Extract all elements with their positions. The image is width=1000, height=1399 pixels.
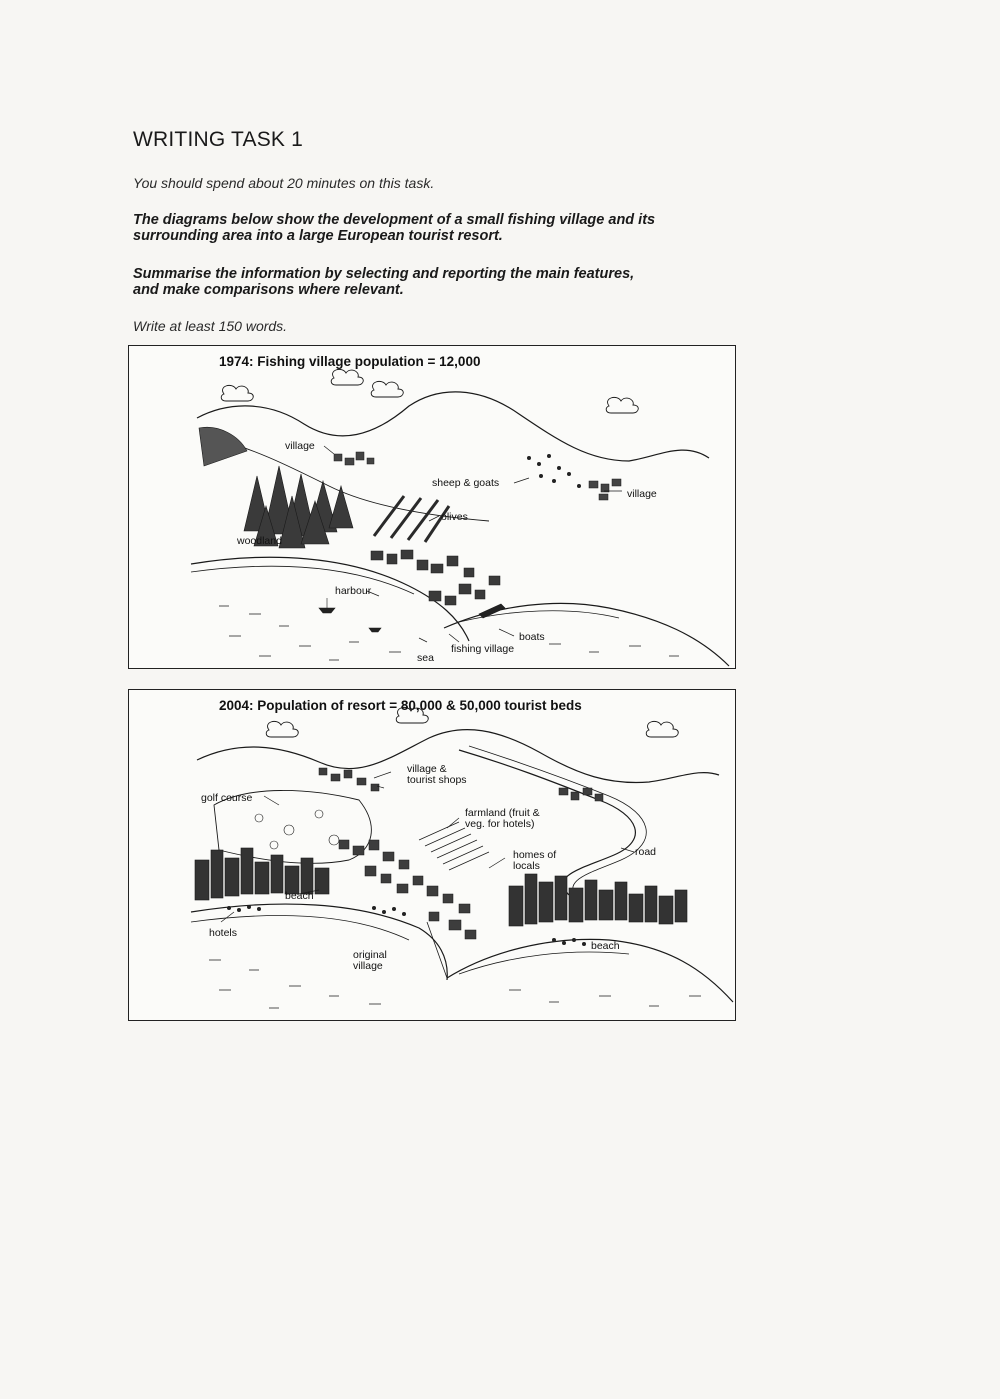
summary-instruction: [133, 266, 753, 298]
label-beach-right: beach: [591, 940, 620, 952]
label-homes-of-locals: [513, 850, 556, 872]
label-village-shops-line-2: tourist shops: [407, 774, 467, 786]
label-homes-line-2: locals: [513, 860, 540, 872]
label-golf-course: golf course: [201, 792, 253, 804]
label-road: road: [635, 846, 657, 858]
label-original-village-line-2: village: [353, 960, 383, 972]
label-sea: sea: [417, 652, 434, 664]
summary-instruction-line-2: and make comparisons where relevant.: [133, 282, 404, 298]
town-houses-2004: [339, 840, 476, 939]
label-boats: boats: [519, 631, 545, 643]
label-village-left: village: [285, 440, 315, 452]
label-village-right: village: [627, 488, 657, 500]
label-hotels: hotels: [209, 927, 238, 939]
hills-1974: [197, 392, 709, 461]
label-farmland: [465, 808, 540, 830]
village-cluster-right: [589, 479, 621, 500]
diagram-2004: [128, 689, 736, 1021]
word-instruction: Write at least 150 words.: [133, 318, 288, 334]
page-title: WRITING TASK 1: [133, 128, 304, 151]
task-prompt: [133, 212, 753, 244]
label-village-shops: [407, 764, 467, 786]
diagram-1974: [128, 345, 736, 669]
hotels-right: [509, 874, 687, 926]
label-village-shops-line-1: village &: [407, 763, 447, 775]
task-prompt-line-1: The diagrams below show the development of a small fishing village and its: [133, 212, 656, 228]
time-instruction: You should spend about 20 minutes on this task.: [133, 175, 435, 191]
label-beach-left: beach: [285, 890, 314, 902]
original-village-marker: [427, 922, 447, 978]
clouds-1974: [221, 369, 638, 413]
diagram-1974-illustration: [129, 346, 735, 668]
diagram-1974-caption: 1974: Fishing village population = 12,000: [219, 354, 481, 369]
label-woodland: woodland: [237, 535, 282, 547]
summary-instruction-line-1: Summarise the information by selecting and reporting the main features,: [133, 266, 635, 282]
village-right-2004: [559, 788, 603, 801]
golf-course-texture: [255, 810, 339, 849]
label-farmland-line-1: farmland (fruit &: [465, 807, 540, 819]
label-farmland-line-2: veg. for hotels): [465, 818, 535, 830]
label-harbour: harbour: [335, 585, 372, 597]
label-sheep-goats: sheep & goats: [432, 477, 500, 489]
leader-lines-1974: [324, 446, 622, 642]
diagram-2004-caption: 2004: Population of resort = 80,000 & 50,000 tourist beds: [219, 698, 582, 713]
sea-waves-1974: [219, 606, 679, 660]
label-homes-line-1: homes of: [513, 849, 557, 861]
label-fishing-village: fishing village: [451, 643, 515, 655]
olive-rows: [374, 496, 449, 542]
label-original-village: [353, 950, 387, 972]
village-cluster-left: [334, 452, 374, 465]
task-prompt-line-2: surrounding area into a large European tourist resort.: [133, 228, 503, 244]
sheep-goats-dots: [527, 454, 581, 488]
label-original-village-line-1: original: [353, 949, 387, 961]
label-olives: olives: [441, 511, 468, 523]
sea-waves-2004: [209, 960, 701, 1008]
boats-1974: [319, 598, 505, 632]
village-shops-cluster: [319, 768, 379, 791]
